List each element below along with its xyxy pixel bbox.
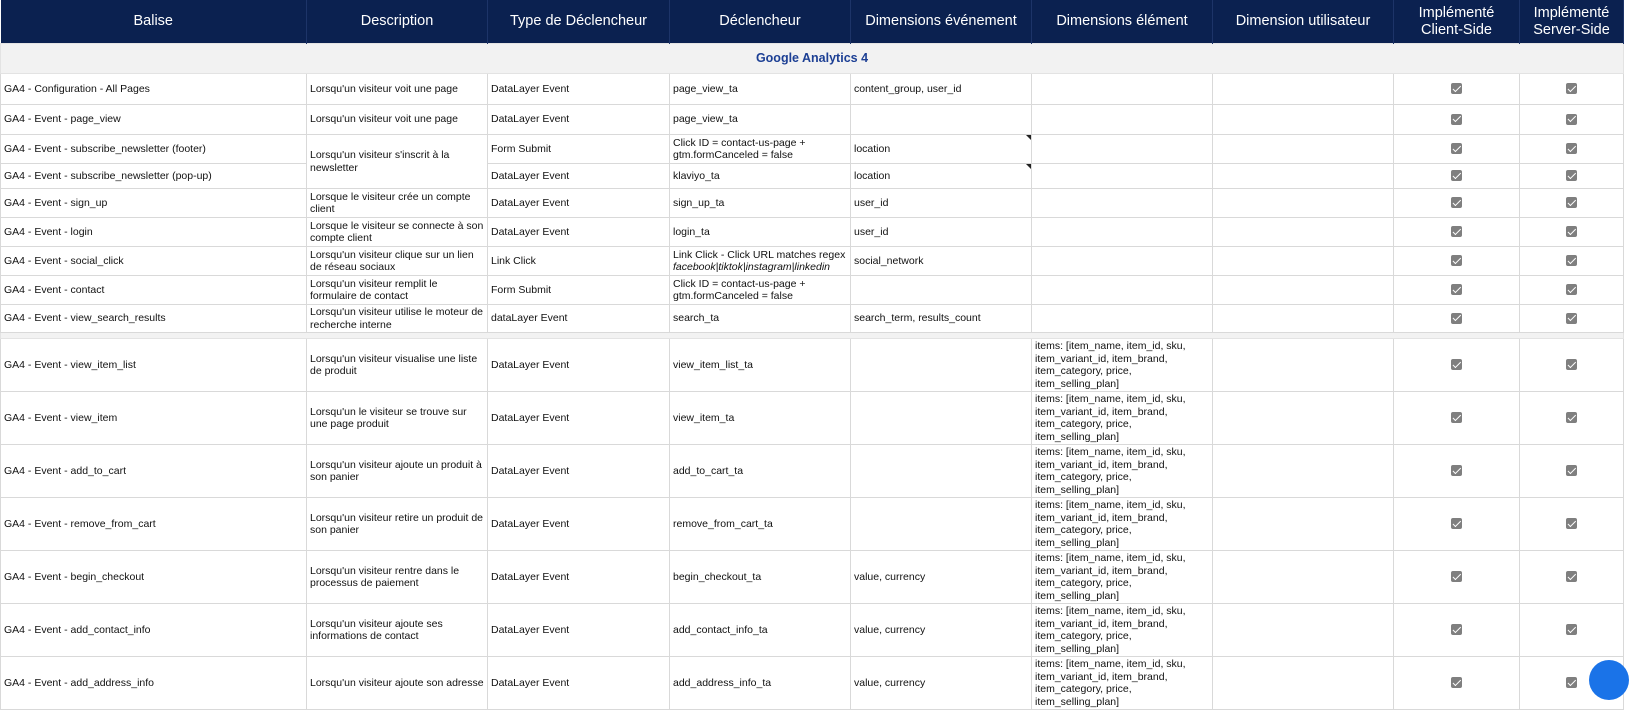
cell-trigger-type[interactable]: Form Submit — [488, 276, 670, 305]
cell-balise[interactable]: GA4 - Event - login — [1, 218, 307, 247]
cell-balise[interactable]: GA4 - Event - remove_from_cart — [1, 498, 307, 551]
cell-server-side[interactable] — [1520, 135, 1624, 164]
cell-client-side[interactable] — [1394, 74, 1520, 105]
cell-trigger[interactable]: view_item_list_ta — [670, 339, 851, 392]
header-user-dimension[interactable]: Dimension utilisateur — [1213, 0, 1394, 44]
cell-event-dims[interactable]: location — [851, 135, 1032, 164]
cell-trigger-type[interactable]: DataLayer Event — [488, 657, 670, 710]
cell-event-dims[interactable]: value, currency — [851, 657, 1032, 710]
cell-client-side[interactable] — [1394, 105, 1520, 135]
cell-trigger[interactable]: page_view_ta — [670, 74, 851, 105]
cell-event-dims[interactable]: location — [851, 164, 1032, 189]
cell-item-dims[interactable]: items: [item_name, item_id, sku, item_variant_id, item_brand, item_category, price, item_selling_plan] — [1032, 604, 1213, 657]
cell-server-side[interactable] — [1520, 392, 1624, 445]
cell-trigger-type[interactable]: DataLayer Event — [488, 218, 670, 247]
cell-user-dims[interactable] — [1213, 339, 1394, 392]
cell-item-dims[interactable] — [1032, 135, 1213, 164]
cell-trigger-type[interactable]: DataLayer Event — [488, 339, 670, 392]
cell-event-dims[interactable]: content_group, user_id — [851, 74, 1032, 105]
header-item-dimensions[interactable]: Dimensions élément — [1032, 0, 1213, 44]
cell-trigger[interactable]: sign_up_ta — [670, 189, 851, 218]
cell-trigger[interactable]: add_contact_info_ta — [670, 604, 851, 657]
checkbox-checked-icon[interactable] — [1566, 226, 1577, 237]
checkbox-checked-icon[interactable] — [1451, 226, 1462, 237]
cell-user-dims[interactable] — [1213, 392, 1394, 445]
cell-server-side[interactable] — [1520, 445, 1624, 498]
cell-balise[interactable]: GA4 - Event - add_address_info — [1, 657, 307, 710]
cell-event-dims[interactable] — [851, 392, 1032, 445]
cell-user-dims[interactable] — [1213, 74, 1394, 105]
cell-server-side[interactable] — [1520, 105, 1624, 135]
cell-event-dims[interactable] — [851, 445, 1032, 498]
cell-item-dims[interactable]: items: [item_name, item_id, sku, item_variant_id, item_brand, item_category, price, item_selling_plan] — [1032, 551, 1213, 604]
table-row — [1, 657, 1624, 710]
cell-trigger[interactable]: login_ta — [670, 218, 851, 247]
cell-server-side[interactable] — [1520, 247, 1624, 276]
cell-balise[interactable]: GA4 - Event - view_search_results — [1, 305, 307, 333]
cell-event-dims[interactable] — [851, 276, 1032, 305]
cell-trigger[interactable]: Click ID = contact-us-page + gtm.formCanceled = false — [670, 276, 851, 305]
cell-balise[interactable]: GA4 - Event - sign_up — [1, 189, 307, 218]
table-row — [1, 339, 1624, 392]
cell-description[interactable]: Lorsqu'un visiteur remplit le formulaire de contact — [307, 276, 488, 305]
cell-event-dims[interactable]: user_id — [851, 218, 1032, 247]
cell-client-side[interactable] — [1394, 164, 1520, 189]
checkbox-checked-icon[interactable] — [1566, 313, 1577, 324]
cell-description[interactable]: Lorsqu'un visiteur visualise une liste de produit — [307, 339, 488, 392]
cell-description[interactable]: Lorsqu'un visiteur rentre dans le processus de paiement — [307, 551, 488, 604]
cell-user-dims[interactable] — [1213, 218, 1394, 247]
header-server-side[interactable]: Implémenté Server-Side — [1520, 0, 1624, 44]
cell-description[interactable]: Lorsque le visiteur se connecte à son compte client — [307, 218, 488, 247]
checkbox-checked-icon[interactable] — [1566, 170, 1577, 181]
checkbox-checked-icon[interactable] — [1451, 624, 1462, 635]
cell-server-side[interactable] — [1520, 604, 1624, 657]
checkbox-checked-icon[interactable] — [1566, 677, 1577, 688]
cell-client-side[interactable] — [1394, 392, 1520, 445]
cell-user-dims[interactable] — [1213, 276, 1394, 305]
cell-client-side[interactable] — [1394, 445, 1520, 498]
table-row — [1, 189, 1624, 218]
checkbox-checked-icon[interactable] — [1451, 677, 1462, 688]
cell-user-dims[interactable] — [1213, 551, 1394, 604]
cell-item-dims[interactable]: items: [item_name, item_id, sku, item_variant_id, item_brand, item_category, price, item_selling_plan] — [1032, 498, 1213, 551]
header-trigger[interactable]: Déclencheur — [670, 0, 851, 44]
trigger-regex: facebook|tiktok|instagram|linkedin — [673, 261, 831, 273]
cell-item-dims[interactable]: items: [item_name, item_id, sku, item_variant_id, item_brand, item_category, price, item_selling_plan] — [1032, 392, 1213, 445]
header-balise[interactable]: Balise — [1, 0, 307, 44]
cell-item-dims[interactable]: items: [item_name, item_id, sku, item_variant_id, item_brand, item_category, price, item_selling_plan] — [1032, 339, 1213, 392]
cell-client-side[interactable] — [1394, 657, 1520, 710]
cell-balise[interactable]: GA4 - Event - view_item_list — [1, 339, 307, 392]
cell-server-side[interactable] — [1520, 164, 1624, 189]
cell-item-dims[interactable] — [1032, 218, 1213, 247]
cell-trigger-type[interactable]: Link Click — [488, 247, 670, 276]
cell-item-dims[interactable]: items: [item_name, item_id, sku, item_variant_id, item_brand, item_category, price, item_selling_plan] — [1032, 445, 1213, 498]
cell-item-dims[interactable] — [1032, 74, 1213, 105]
cell-description[interactable]: Lorsqu'un visiteur voit une page — [307, 74, 488, 105]
cell-balise[interactable]: GA4 - Event - add_to_cart — [1, 445, 307, 498]
cell-balise[interactable]: GA4 - Event - subscribe_newsletter (footer) — [1, 135, 307, 164]
floating-action-button[interactable] — [1589, 660, 1629, 700]
cell-user-dims[interactable] — [1213, 247, 1394, 276]
checkbox-checked-icon[interactable] — [1566, 83, 1577, 94]
cell-trigger[interactable]: add_to_cart_ta — [670, 445, 851, 498]
cell-event-dims[interactable]: social_network — [851, 247, 1032, 276]
cell-trigger-type[interactable]: DataLayer Event — [488, 189, 670, 218]
cell-trigger-type[interactable]: DataLayer Event — [488, 164, 670, 189]
cell-description[interactable]: Lorsqu'un visiteur utilise le moteur de recherche interne — [307, 305, 488, 333]
table-row — [1, 305, 1624, 333]
cell-client-side[interactable] — [1394, 276, 1520, 305]
cell-user-dims[interactable] — [1213, 135, 1394, 164]
cell-user-dims[interactable] — [1213, 657, 1394, 710]
checkbox-checked-icon[interactable] — [1566, 197, 1577, 208]
trigger-text: Link Click - Click URL matches regex — [673, 248, 846, 261]
cell-client-side[interactable] — [1394, 305, 1520, 333]
cell-trigger-type[interactable]: Form Submit — [488, 135, 670, 164]
cell-description[interactable]: Lorsqu'un le visiteur se trouve sur une page produit — [307, 392, 488, 445]
cell-event-dims[interactable] — [851, 339, 1032, 392]
cell-server-side[interactable] — [1520, 305, 1624, 333]
cell-trigger[interactable]: remove_from_cart_ta — [670, 498, 851, 551]
cell-description[interactable]: Lorsqu'un visiteur ajoute son adresse — [307, 657, 488, 710]
cell-client-side[interactable] — [1394, 551, 1520, 604]
table-row — [1, 392, 1624, 445]
cell-event-dims[interactable]: user_id — [851, 189, 1032, 218]
checkbox-checked-icon[interactable] — [1566, 571, 1577, 582]
cell-balise[interactable]: GA4 - Event - social_click — [1, 247, 307, 276]
table-row — [1, 445, 1624, 498]
checkbox-checked-icon[interactable] — [1566, 465, 1577, 476]
checkbox-checked-icon[interactable] — [1451, 83, 1462, 94]
checkbox-checked-icon[interactable] — [1451, 170, 1462, 181]
cell-user-dims[interactable] — [1213, 189, 1394, 218]
cell-item-dims[interactable] — [1032, 247, 1213, 276]
table-row — [1, 551, 1624, 604]
cell-trigger[interactable]: klaviyo_ta — [670, 164, 851, 189]
cell-description[interactable]: Lorsqu'un visiteur clique sur un lien de réseau sociaux — [307, 247, 488, 276]
header-event-dimensions[interactable]: Dimensions événement — [851, 0, 1032, 44]
cell-client-side[interactable] — [1394, 604, 1520, 657]
checkbox-checked-icon[interactable] — [1451, 143, 1462, 154]
cell-description[interactable]: Lorsque le visiteur crée un compte client — [307, 189, 488, 218]
cell-item-dims[interactable] — [1032, 189, 1213, 218]
cell-trigger-type[interactable]: DataLayer Event — [488, 105, 670, 135]
cell-server-side[interactable] — [1520, 339, 1624, 392]
checkbox-checked-icon[interactable] — [1451, 465, 1462, 476]
cell-event-dims[interactable] — [851, 105, 1032, 135]
table-row — [1, 135, 1624, 164]
checkbox-checked-icon[interactable] — [1566, 114, 1577, 125]
cell-balise[interactable]: GA4 - Event - contact — [1, 276, 307, 305]
table-row — [1, 218, 1624, 247]
checkbox-checked-icon[interactable] — [1451, 313, 1462, 324]
cell-balise[interactable]: GA4 - Event - add_contact_info — [1, 604, 307, 657]
cell-user-dims[interactable] — [1213, 604, 1394, 657]
checkbox-checked-icon[interactable] — [1566, 624, 1577, 635]
checkbox-checked-icon[interactable] — [1451, 197, 1462, 208]
checkbox-checked-icon[interactable] — [1566, 518, 1577, 529]
checkbox-checked-icon[interactable] — [1451, 114, 1462, 125]
table-row — [1, 74, 1624, 105]
cell-item-dims[interactable] — [1032, 105, 1213, 135]
cell-client-side[interactable] — [1394, 218, 1520, 247]
checkbox-checked-icon[interactable] — [1566, 255, 1577, 266]
checkbox-checked-icon[interactable] — [1566, 143, 1577, 154]
cell-trigger-type[interactable]: dataLayer Event — [488, 305, 670, 333]
cell-trigger-type[interactable]: DataLayer Event — [488, 74, 670, 105]
cell-trigger[interactable]: Click ID = contact-us-page + gtm.formCanceled = false — [670, 135, 851, 164]
header-client-side[interactable]: Implémenté Client-Side — [1394, 0, 1520, 44]
cell-event-dims[interactable]: search_term, results_count — [851, 305, 1032, 333]
cell-trigger[interactable] — [670, 247, 851, 276]
cell-item-dims[interactable]: items: [item_name, item_id, sku, item_variant_id, item_brand, item_category, price, item_selling_plan] — [1032, 657, 1213, 710]
cell-trigger[interactable]: view_item_ta — [670, 392, 851, 445]
checkbox-checked-icon[interactable] — [1451, 284, 1462, 295]
cell-user-dims[interactable] — [1213, 164, 1394, 189]
cell-balise[interactable]: GA4 - Event - view_item — [1, 392, 307, 445]
cell-description[interactable]: Lorsqu'un visiteur ajoute ses informations de contact — [307, 604, 488, 657]
cell-trigger[interactable]: search_ta — [670, 305, 851, 333]
cell-description[interactable]: Lorsqu'un visiteur retire un produit de son panier — [307, 498, 488, 551]
cell-user-dims[interactable] — [1213, 105, 1394, 135]
checkbox-checked-icon[interactable] — [1566, 359, 1577, 370]
cell-client-side[interactable] — [1394, 135, 1520, 164]
cell-user-dims[interactable] — [1213, 498, 1394, 551]
cell-balise[interactable]: GA4 - Event - begin_checkout — [1, 551, 307, 604]
cell-event-dims[interactable]: value, currency — [851, 551, 1032, 604]
header-trigger-type[interactable]: Type de Déclencheur — [488, 0, 670, 44]
table-row — [1, 164, 1624, 189]
cell-server-side[interactable] — [1520, 551, 1624, 604]
cell-description[interactable]: Lorsqu'un visiteur voit une page — [307, 105, 488, 135]
cell-server-side[interactable] — [1520, 74, 1624, 105]
header-description[interactable]: Description — [307, 0, 488, 44]
cell-balise[interactable]: GA4 - Event - subscribe_newsletter (pop-up) — [1, 164, 307, 189]
section-title[interactable]: Google Analytics 4 — [1, 44, 1624, 74]
cell-description[interactable]: Lorsqu'un visiteur s'inscrit à la newsletter — [307, 135, 488, 189]
cell-trigger[interactable]: add_address_info_ta — [670, 657, 851, 710]
checkbox-checked-icon[interactable] — [1451, 255, 1462, 266]
cell-server-side[interactable] — [1520, 189, 1624, 218]
cell-balise[interactable]: GA4 - Configuration - All Pages — [1, 74, 307, 105]
header-row — [1, 0, 1624, 44]
cell-client-side[interactable] — [1394, 498, 1520, 551]
cell-client-side[interactable] — [1394, 339, 1520, 392]
cell-event-dims[interactable] — [851, 498, 1032, 551]
table-row — [1, 276, 1624, 305]
cell-trigger-type[interactable]: DataLayer Event — [488, 445, 670, 498]
cell-trigger-type[interactable]: DataLayer Event — [488, 604, 670, 657]
checkbox-checked-icon[interactable] — [1451, 571, 1462, 582]
cell-event-dims[interactable]: value, currency — [851, 604, 1032, 657]
cell-item-dims[interactable] — [1032, 305, 1213, 333]
cell-server-side[interactable] — [1520, 498, 1624, 551]
cell-trigger-type[interactable]: DataLayer Event — [488, 551, 670, 604]
cell-user-dims[interactable] — [1213, 305, 1394, 333]
cell-user-dims[interactable] — [1213, 445, 1394, 498]
cell-description[interactable]: Lorsqu'un visiteur ajoute un produit à son panier — [307, 445, 488, 498]
cell-item-dims[interactable] — [1032, 164, 1213, 189]
cell-trigger-type[interactable]: DataLayer Event — [488, 498, 670, 551]
table-row — [1, 498, 1624, 551]
table-row — [1, 604, 1624, 657]
checkbox-checked-icon[interactable] — [1566, 412, 1577, 423]
checkbox-checked-icon[interactable] — [1566, 284, 1577, 295]
checkbox-checked-icon[interactable] — [1451, 412, 1462, 423]
table-row — [1, 247, 1624, 276]
cell-server-side[interactable] — [1520, 276, 1624, 305]
cell-trigger-type[interactable]: DataLayer Event — [488, 392, 670, 445]
table-row — [1, 105, 1624, 135]
cell-trigger[interactable]: begin_checkout_ta — [670, 551, 851, 604]
cell-item-dims[interactable] — [1032, 276, 1213, 305]
cell-trigger[interactable]: page_view_ta — [670, 105, 851, 135]
cell-server-side[interactable] — [1520, 218, 1624, 247]
cell-client-side[interactable] — [1394, 247, 1520, 276]
cell-balise[interactable]: GA4 - Event - page_view — [1, 105, 307, 135]
checkbox-checked-icon[interactable] — [1451, 359, 1462, 370]
section-row — [1, 44, 1624, 74]
checkbox-checked-icon[interactable] — [1451, 518, 1462, 529]
cell-client-side[interactable] — [1394, 189, 1520, 218]
